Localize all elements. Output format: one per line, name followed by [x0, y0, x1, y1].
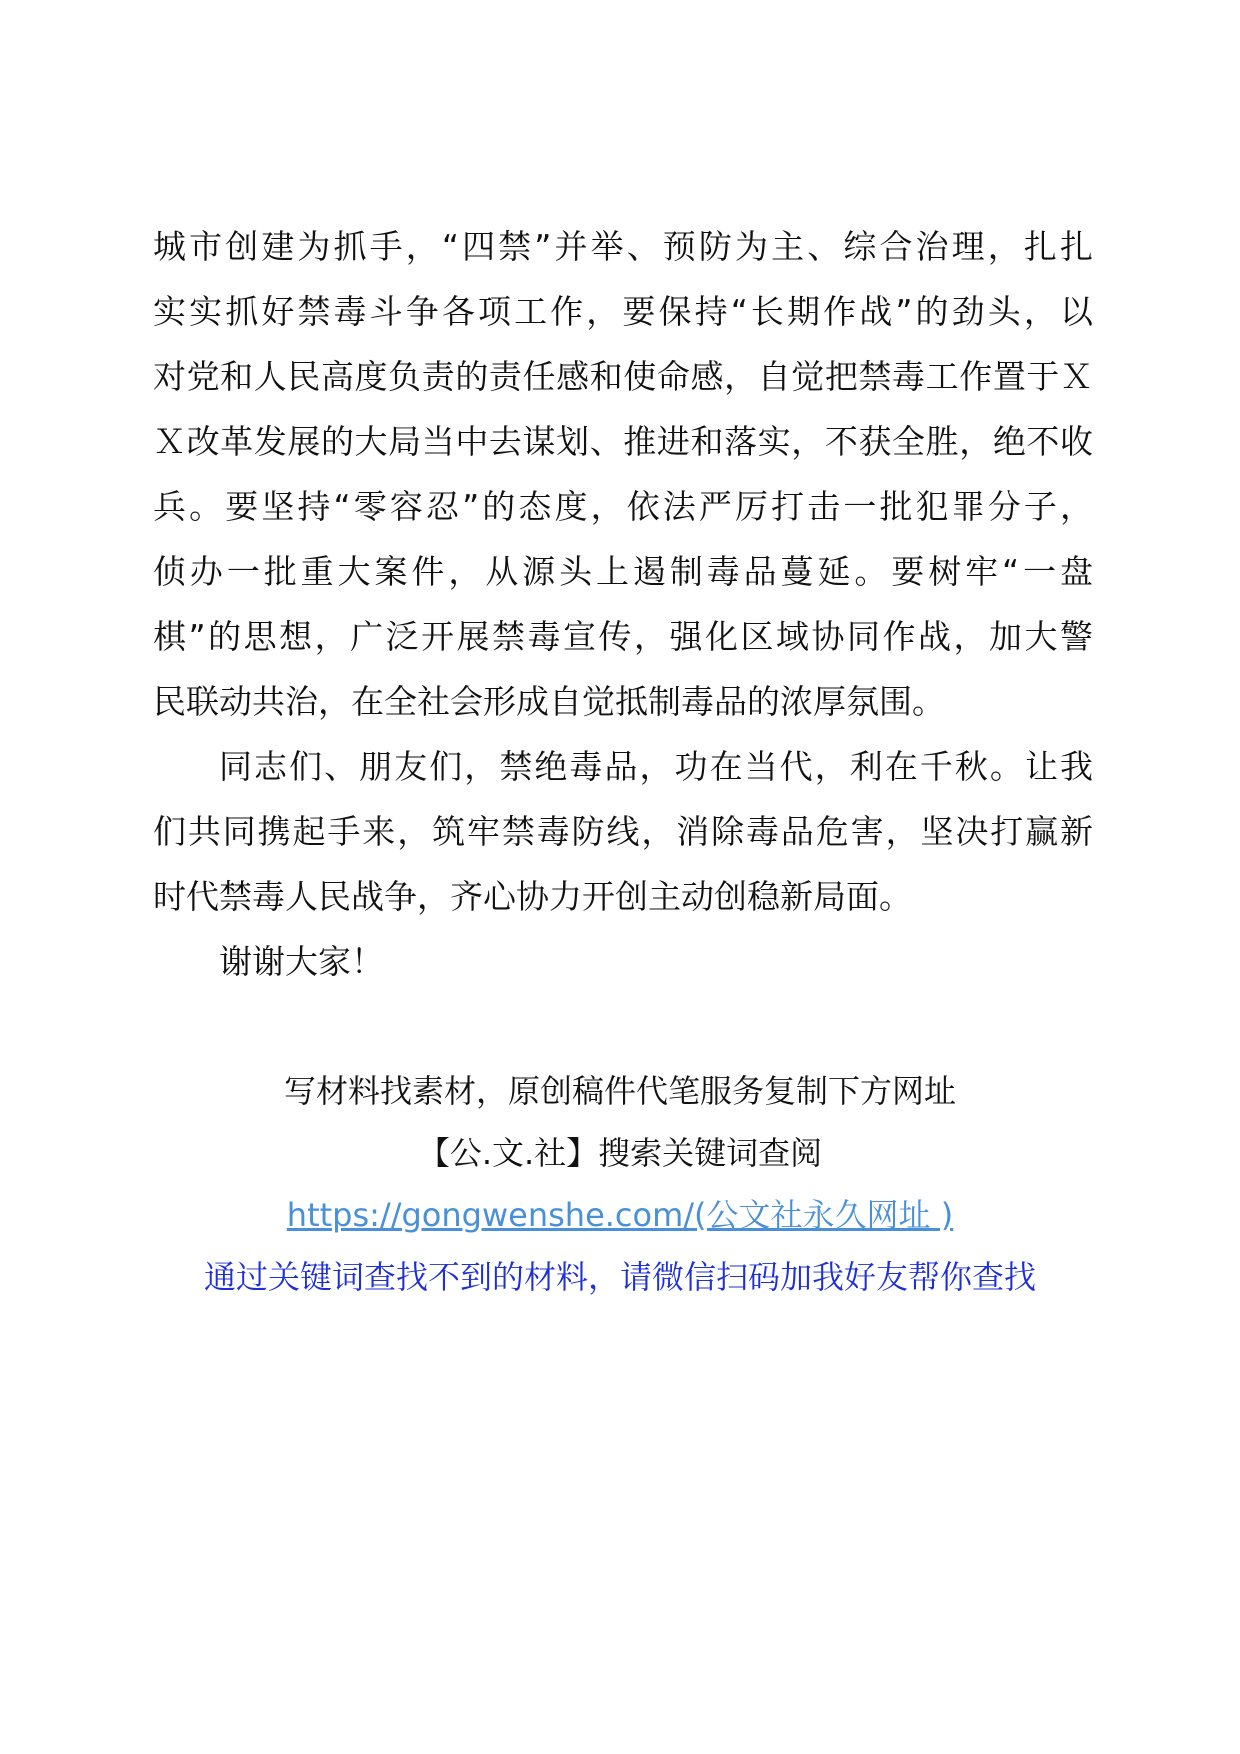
paragraph-line: 实实抓好禁毒斗争各项工作，要保持“长期作战”的劲头，以: [153, 292, 1093, 331]
paragraph-line: Ｘ改革发展的大局当中去谋划、推进和落实，不获全胜，绝不收: [153, 422, 1093, 461]
paragraph-line: 时代禁毒人民战争，齐心协力开创主动创稳新局面。: [153, 877, 912, 916]
promo-keyword-line: 【公.文.社】搜索关键词查阅: [417, 1134, 823, 1172]
promo-footer: [0, 1060, 1240, 1308]
paragraph-line: 兵。要坚持“零容忍”的态度，依法严厉打击一批犯罪分子，: [153, 487, 1093, 526]
paragraph-line: 们共同携起手来，筑牢禁毒防线，消除毒品危害，坚决打赢新: [153, 812, 1093, 851]
paragraph-line: 同志们、朋友们，禁绝毒品，功在当代，利在千秋。让我: [219, 747, 1093, 786]
website-link[interactable]: https://gongwenshe.com/(公文社永久网址 ): [286, 1196, 954, 1234]
promo-line: 写材料找素材，原创稿件代笔服务复制下方网址: [283, 1072, 956, 1110]
promo-link-row: [0, 1184, 1240, 1246]
paragraph-line: 侦办一批重大案件，从源头上遏制毒品蔓延。要树牢“一盘: [153, 552, 1093, 591]
closing-line: 谢谢大家！: [219, 942, 384, 981]
paragraph-line: 民联动共治，在全社会形成自觉抵制毒品的浓厚氛围。: [153, 682, 945, 721]
paragraph-line: 对党和人民高度负责的责任感和使命感，自觉把禁毒工作置于Ｘ: [153, 357, 1093, 396]
speech-body: [153, 214, 1093, 994]
wechat-notice: 通过关键词查找不到的材料，请微信扫码加我好友帮你查找: [203, 1258, 1036, 1296]
paragraph-line: 棋”的思想，广泛开展禁毒宣传，强化区域协同作战，加大警: [153, 617, 1093, 656]
paragraph-line: 城市创建为抓手，“四禁”并举、预防为主、综合治理，扎扎: [153, 227, 1093, 266]
